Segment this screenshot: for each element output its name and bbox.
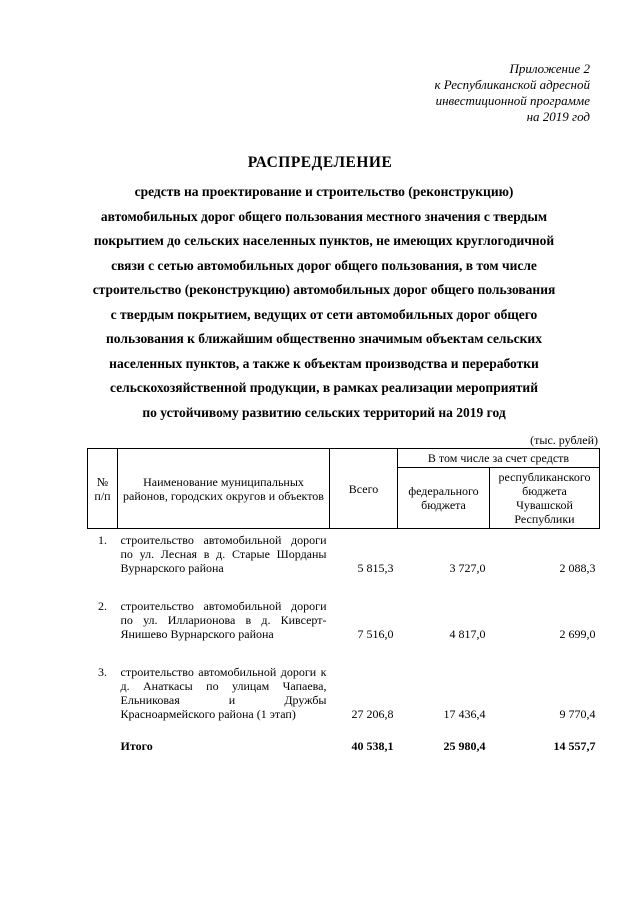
row-name: строительство автомобильной дороги к д. Анаткасы по улицам Чапаева, Ельниковая и Дружбы Красноармейского района (1 этап) xyxy=(120,665,327,721)
subtitle-line: связи с сетью автомобильных дорог общего пользования, в том числе xyxy=(111,257,537,273)
subtitle-line: пользования к ближайшим общественно значимым объектам сельских xyxy=(106,331,542,346)
table-row xyxy=(88,595,600,661)
row-number: 2. xyxy=(98,599,107,613)
totals-total: 40 538,1 xyxy=(351,739,394,753)
row-federal: 17 436,4 xyxy=(443,707,486,721)
row-republic: 2 088,3 xyxy=(559,561,596,575)
header-republic: республиканского бюджета Чувашской Республики xyxy=(490,468,600,529)
annex-line: к Республиканской адресной xyxy=(434,77,590,92)
annex-line: инвестиционной программе xyxy=(435,93,590,108)
header-name: Наименование муниципальных районов, городских округов и объектов xyxy=(118,449,330,529)
document-subtitle xyxy=(80,180,568,425)
row-republic: 9 770,4 xyxy=(559,707,596,721)
units-note: (тыс. рублей) xyxy=(530,433,598,447)
totals-federal: 25 980,4 xyxy=(443,739,486,753)
subtitle-line: строительство (реконструкцию) автомобильных дорог общего пользования xyxy=(92,282,556,297)
header-total: Всего xyxy=(330,449,398,529)
row-total: 27 206,8 xyxy=(351,707,394,721)
row-name: строительство автомобильной дороги по ул. Илларионова в д. Кивсерт-Янишево Вурнарского района xyxy=(120,599,327,641)
table-row xyxy=(88,529,600,596)
header-including: В том числе за счет средств xyxy=(398,449,600,468)
totals-row xyxy=(88,735,600,753)
totals-label: Итого xyxy=(120,739,153,753)
document-title: РАСПРЕДЕЛЕНИЕ xyxy=(247,154,393,171)
subtitle-line: населенных пунктов, а также к объектам производства и переработки xyxy=(109,355,539,371)
header-number: № п/п xyxy=(88,449,118,529)
row-total: 5 815,3 xyxy=(357,561,394,575)
annex-reference xyxy=(330,61,590,125)
subtitle-line: с твердым покрытием, ведущих от сети автомобильных дорог общего xyxy=(110,306,538,322)
subtitle-line: покрытием до сельских населенных пунктов, не имеющих круглогодичной xyxy=(93,233,555,248)
header-federal: федерального бюджета xyxy=(398,468,490,529)
annex-line: Приложение 2 xyxy=(509,61,590,76)
subtitle-line: средств на проектирование и строительство (реконструкцию) xyxy=(134,184,514,199)
row-number: 3. xyxy=(98,665,107,679)
row-name: строительство автомобильной дороги по ул. Лесная в д. Старые Шорданы Вурнарского района xyxy=(120,533,327,575)
table-row xyxy=(88,661,600,735)
row-federal: 4 817,0 xyxy=(449,627,486,641)
subtitle-line: автомобильных дорог общего пользования местного значения с твердым xyxy=(100,208,548,224)
row-federal: 3 727,0 xyxy=(449,561,486,575)
row-republic: 2 699,0 xyxy=(559,627,596,641)
row-total: 7 516,0 xyxy=(357,627,394,641)
row-number: 1. xyxy=(98,533,107,547)
distribution-table xyxy=(87,448,600,753)
totals-republic: 14 557,7 xyxy=(553,739,596,753)
subtitle-line: сельскохозяйственной продукции, в рамках реализации мероприятий xyxy=(110,380,538,395)
annex-line: на 2019 год xyxy=(526,109,590,124)
subtitle-line: по устойчивому развитию сельских территорий на 2019 год xyxy=(142,404,506,420)
